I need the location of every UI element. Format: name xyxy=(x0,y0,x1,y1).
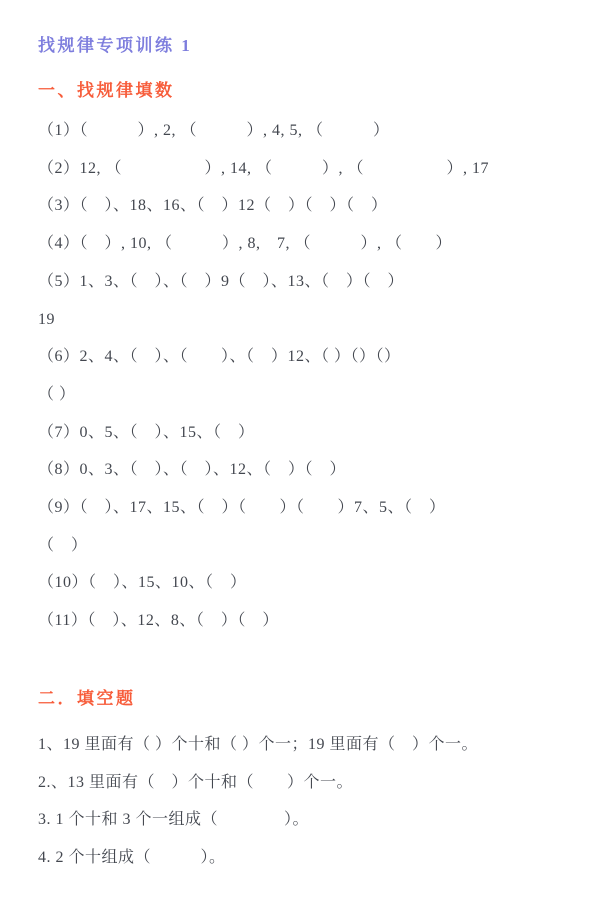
problem-line-9: （9）（ ）、17、15、（ ）（ ）（ ）7、5、（ ） xyxy=(38,499,446,517)
problem-line-7: （7）0、5、（ ）、15、（ ） xyxy=(38,423,255,441)
problem-line-3: （3）（ ）、18、16、（ ）12（ ）（ ）（ ） xyxy=(38,197,388,215)
problem-line-2: （2）12, （ ）, 14, （ ）, （ ）, 17 xyxy=(38,159,490,177)
problem-line-9-wrap: （ ） xyxy=(38,536,88,554)
section1-heading: 一、找规律填数 xyxy=(38,81,175,100)
problem-line-10: （10）（ ）、15、10、（ ） xyxy=(38,574,247,592)
fill-line-4: 4. 2 个十组成（ ）。 xyxy=(38,848,226,866)
section2-problem-list xyxy=(38,726,583,877)
fill-line-2: 2.、13 里面有（ ）个十和（ ）个一。 xyxy=(38,773,354,791)
section1-problem-list xyxy=(38,112,583,640)
section2-heading: 二．填空题 xyxy=(38,688,136,708)
problem-line-1: （1）（ ）, 2, （ ）, 4, 5, （ ） xyxy=(38,122,390,139)
fill-line-3: 3. 1 个十和 3 个一组成（ ）。 xyxy=(38,811,310,829)
fill-line-1: 1、19 里面有（ ）个十和（ ）个一；19 里面有（ ）个一。 xyxy=(38,735,479,753)
problem-line-11: （11）（ ）、12、8、（ ）（ ） xyxy=(38,612,279,630)
problem-line-4: （4）（ ）, 10, （ ）, 8, 7, （ ）, （ ） xyxy=(38,235,453,253)
problem-line-6-wrap: （ ） xyxy=(38,385,76,403)
problem-line-6: （6）2、4、（ ）、（ ）、（ ）12、（ ）（）（） xyxy=(38,348,401,366)
page-title: 找规律专项训练 1 xyxy=(38,36,193,55)
problem-line-5: （5）1、3、（ ）、（ ）9（ ）、13、（ ）（ ） xyxy=(38,272,405,290)
problem-line-5-wrap: 19 xyxy=(38,310,55,328)
problem-line-8: （8）0、3、（ ）、（ ）、12、（ ）（ ） xyxy=(38,461,347,479)
